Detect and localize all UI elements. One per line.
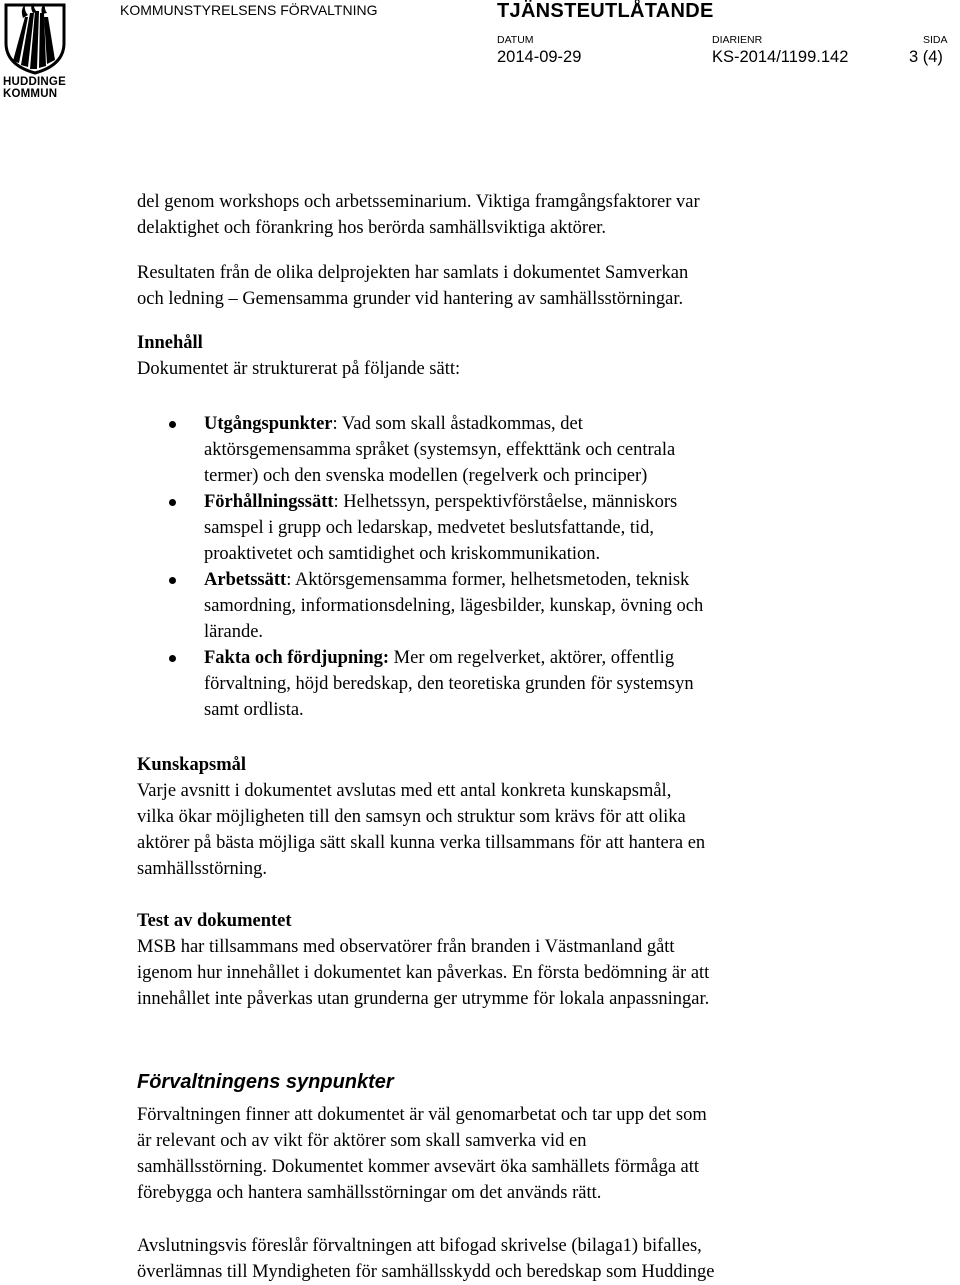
text-line: aktörer på bästa möjliga sätt skall kunna verka tillsammans för att hantera en bbox=[137, 833, 706, 853]
bullet-term: Förhållningssätt bbox=[204, 492, 334, 512]
heading-forvaltningens-synpunkter: Förvaltningens synpunkter bbox=[137, 1071, 394, 1093]
list-item bbox=[137, 567, 857, 645]
text-line: igenom hur innehållet i dokumentet kan påverkas. En första bedömning är att bbox=[137, 963, 710, 983]
text-line: innehållet inte påverkas utan grunderna ger utrymme för lokala anpassningar. bbox=[137, 989, 710, 1009]
diary-number-value: KS-2014/1199.142 bbox=[712, 48, 849, 66]
bullet-icon bbox=[169, 421, 176, 428]
diary-number-label: DIARIENR bbox=[712, 34, 763, 46]
text-line: del genom workshops och arbetsseminarium. Viktiga framgångsfaktorer var bbox=[137, 192, 700, 212]
text-line: Varje avsnitt i dokumentet avslutas med ett antal konkreta kunskapsmål, bbox=[137, 781, 672, 801]
bullet-text: termer) och den svenska modellen (regelverk och principer) bbox=[204, 466, 648, 486]
content-bullet-list bbox=[137, 411, 857, 723]
bullet-text: samt ordlista. bbox=[204, 700, 304, 720]
text-line: Förvaltningen finner att dokumentet är väl genomarbetat och tar upp det som bbox=[137, 1105, 707, 1125]
bullet-text: förvaltning, höjd beredskap, den teoretiska grunden för systemsyn bbox=[204, 674, 694, 694]
bullet-icon bbox=[169, 499, 176, 506]
bullet-text: : Aktörsgemensamma former, helhetsmetoden, teknisk bbox=[286, 570, 690, 590]
date-label: DATUM bbox=[497, 34, 534, 46]
text-line: samhällsstörning. Dokumentet kommer avsevärt öka samhällets förmåga att bbox=[137, 1157, 700, 1177]
list-item bbox=[137, 411, 857, 489]
page-label: SIDA bbox=[923, 34, 948, 46]
list-item bbox=[137, 489, 857, 567]
logo-text-line2: KOMMUN bbox=[3, 88, 58, 100]
text-line: samhällsstörning. bbox=[137, 859, 268, 879]
bullet-icon bbox=[169, 655, 176, 662]
bullet-text: aktörsgemensamma språket (systemsyn, effekttänk och centrala bbox=[204, 440, 676, 460]
paragraph-workshops bbox=[137, 189, 837, 241]
bullet-text: Mer om regelverket, aktörer, offentlig bbox=[389, 648, 675, 668]
bullet-text: samordning, informationsdelning, lägesbilder, kunskap, övning och bbox=[204, 596, 704, 616]
section-test bbox=[137, 908, 857, 1012]
bullet-text: : Helhetssyn, perspektivförståelse, människors bbox=[333, 492, 678, 512]
text-line: delaktighet och förankring hos berörda samhällsviktiga aktörer. bbox=[137, 218, 607, 238]
municipality-logo bbox=[3, 3, 69, 100]
paragraph-results bbox=[137, 260, 837, 312]
organization-name: KOMMUNSTYRELSENS FÖRVALTNING bbox=[120, 2, 378, 18]
bullet-icon bbox=[169, 577, 176, 584]
section-innehall bbox=[137, 330, 837, 382]
bullet-text: : Vad som skall åstadkommas, det bbox=[332, 414, 583, 434]
bullet-term: Fakta och fördjupning: bbox=[204, 648, 390, 668]
text-line: Avslutningsvis föreslår förvaltningen att bifogad skrivelse (bilaga1) bifalles, bbox=[137, 1236, 702, 1256]
section-kunskapsmal bbox=[137, 752, 857, 882]
logo-text-line1: HUDDINGE bbox=[3, 76, 66, 88]
paragraph-final bbox=[137, 1233, 857, 1285]
bullet-text: lärande. bbox=[204, 622, 264, 642]
page-number: 3 (4) bbox=[909, 48, 943, 66]
bullet-text: proaktivetet och samtidighet och kriskommunikation. bbox=[204, 544, 601, 564]
bullet-term: Arbetssätt bbox=[204, 570, 287, 590]
text-line: vilka ökar möjligheten till den samsyn och struktur som krävs för att olika bbox=[137, 807, 686, 827]
document-type: TJÄNSTEUTLÅTANDE bbox=[497, 0, 714, 22]
heading-kunskapsmal: Kunskapsmål bbox=[137, 755, 246, 775]
innehall-intro: Dokumentet är strukturerat på följande sätt: bbox=[137, 359, 461, 379]
heading-innehall: Innehåll bbox=[137, 333, 203, 353]
text-line: och ledning – Gemensamma grunder vid hantering av samhällsstörningar. bbox=[137, 289, 684, 309]
text-line: MSB har tillsammans med observatörer från branden i Västmanland gått bbox=[137, 937, 675, 957]
date-value: 2014-09-29 bbox=[497, 48, 582, 66]
list-item bbox=[137, 645, 857, 723]
bullet-text: samspel i grupp och ledarskap, medvetet beslutsfattande, tid, bbox=[204, 518, 655, 538]
text-line: Resultaten från de olika delprojekten har samlats i dokumentet Samverkan bbox=[137, 263, 689, 283]
text-line: är relevant och av vikt för aktörer som skall samverka vid en bbox=[137, 1131, 587, 1151]
section-synpunkter bbox=[137, 1102, 857, 1206]
heading-test: Test av dokumentet bbox=[137, 911, 292, 931]
coat-of-arms-icon bbox=[3, 3, 67, 75]
text-line: överlämnas till Myndigheten för samhällsskydd och beredskap som Huddinge bbox=[137, 1262, 715, 1282]
text-line: förebygga och hantera samhällsstörningar om det används rätt. bbox=[137, 1183, 602, 1203]
bullet-term: Utgångspunkter bbox=[204, 414, 333, 434]
